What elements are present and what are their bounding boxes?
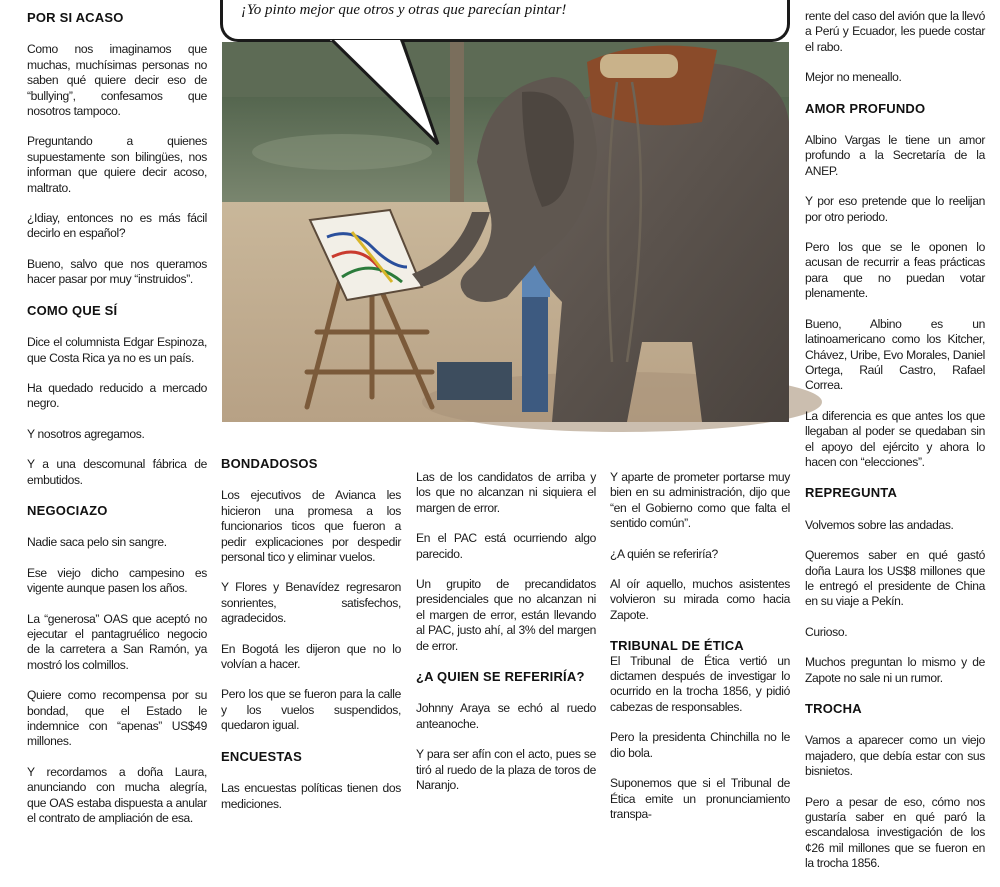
paragraph: Preguntando a quienes supuestamente son bilingües, nos informan que quiere decir acoso, maltrato. (27, 134, 207, 195)
paragraph: Nadie saca pelo sin sangre. (27, 535, 167, 550)
paragraph: Volvemos sobre las andadas. (805, 517, 954, 532)
paragraph: ¿Idiay, entonces no es más fácil decirlo en español? (27, 211, 207, 241)
speech-bubble (220, 0, 790, 42)
paragraph: Ese viejo dicho campesino es vigente aunque pasen los años. (27, 565, 207, 596)
paragraph: Bueno, Albino es un latinoamericano como los Kitcher, Chávez, Uribe, Evo Morales, Daniel Ortega, Raúl Castro, Rafael Correa. (805, 316, 985, 393)
column-2 (221, 455, 401, 827)
paragraph: Albino Vargas le tiene un amor profundo a la Secretaría de la ANEP. (805, 133, 985, 178)
paragraph: Y aparte de prometer portarse muy bien en su administración, dijo que “en el Gobierno como que falta el sentido común”. (610, 470, 790, 531)
paragraph: Un grupito de precandidatos presidenciales que no alcanzan ni el margen de error, están llevando al PAC, justo ahí, al 3% del margen de error. (416, 577, 596, 653)
heading-amor-profundo: AMOR PROFUNDO (805, 100, 926, 116)
paragraph: Y a una descomunal fábrica de embutidos. (27, 457, 207, 487)
paragraph: Queremos saber en qué gastó doña Laura los US$8 millones que le entregó el presidente de China en su viaje a Pekín. (805, 548, 985, 609)
heading-a-quien-se-referiria: ¿A QUIEN SE REFERIRÍA? (416, 669, 585, 685)
paragraph: Johnny Araya se echó al ruedo anteanoche. (416, 701, 596, 731)
paragraph: Quiere como recompensa por su bondad, que el Estado le indemnice con “apenas” US$49 millones. (27, 688, 207, 749)
paragraph: Suponemos que si el Tribunal de Ética emite un pronunciamiento transpa- (610, 776, 790, 821)
paragraph: Curioso. (805, 624, 848, 639)
heading-como-que-si: COMO QUE SÍ (27, 302, 118, 318)
heading-repregunta: REPREGUNTA (805, 485, 898, 501)
paragraph: Pero a pesar de eso, cómo nos gustaría saber en qué paró la escandalosa investigación de los ¢26 mil millones que se fueron en la trocha 1856. (805, 794, 985, 871)
paragraph: rente del caso del avión que la llevó a Perú y Ecuador, les puede costar el rabo. (805, 9, 985, 54)
paragraph: Al oír aquello, muchos asistentes volvieron su mirada como hacia Zapote. (610, 577, 790, 622)
paragraph: Y recordamos a doña Laura, anunciando con mucha alegría, que OAS estaba dispuesta a anular el contrato de ampliación de esa. (27, 764, 207, 826)
paragraph: Pero la presidenta Chinchilla no le dio bola. (610, 730, 790, 760)
bubble-quote: ¡Yo pinto mejor que otros y otras que parecían pintar! (241, 2, 567, 18)
paragraph: Las de los candidatos de arriba y los que no alcanzan ni siquiera el margen de error. (416, 470, 596, 515)
paragraph: En el PAC está ocurriendo algo parecido. (416, 531, 596, 561)
heading-tribunal-de-etica: TRIBUNAL DE ÉTICA (610, 638, 744, 654)
column-4 (610, 470, 790, 837)
paragraph: Pero los que se fueron para la calle y los vuelos suspendidos, quedaron igual. (221, 687, 401, 733)
paragraph: Ha quedado reducido a mercado negro. (27, 380, 207, 411)
paragraph: El Tribunal de Ética vertió un dictamen después de investigar lo ocurrido en la trocha 1856, y pidió cabezas de responsables. (610, 653, 790, 714)
paragraph: Y por eso pretende que lo reelijan por otro periodo. (805, 194, 985, 224)
paragraph: La diferencia es que antes los que llegaban al poder se quedaban sin el apoyo del ejército y ahora lo hacen con “elecciones”. (805, 408, 985, 469)
elephant-painting-photo (222, 42, 789, 422)
paragraph: Los ejecutivos de Avianca les hicieron una promesa a los funcionarios ticos que fueron a pedir explicaciones por despedir personal tico y eliminar vuelos. (221, 488, 401, 565)
paragraph: Las encuestas políticas tienen dos mediciones. (221, 781, 401, 811)
paragraph: Dice el columnista Edgar Espinoza, que Costa Rica ya no es un país. (27, 335, 207, 365)
paragraph: Como nos imaginamos que muchas, muchísimas personas no saben qué quiere decir eso de “bullying”, confesamos que nosotros tampoco. (27, 42, 207, 119)
paragraph: Mejor no meneallo. (805, 70, 902, 85)
paragraph: ¿A quién se referiría? (610, 546, 718, 561)
paragraph: Pero los que se le oponen lo acusan de recurrir a feas prácticas para que no puedan votar plenamente. (805, 240, 985, 301)
paragraph: Vamos a aparecer como un viejo majadero, que debía estar con sus bisnietos. (805, 733, 985, 779)
paragraph: Y para ser afín con el acto, pues se tiró al ruedo de la plaza de toros de Naranjo. (416, 747, 596, 793)
paragraph: Bueno, salvo que nos queramos hacer pasar por muy “instruidos”. (27, 256, 207, 287)
paragraph: Y Flores y Benavídez regresaron sonrientes, satisfechos, agradecidos. (221, 580, 401, 626)
paragraph: Muchos preguntan lo mismo y de Zapote no sale ni un rumor. (805, 655, 985, 685)
heading-negociazo: NEGOCIAZO (27, 502, 108, 518)
heading-encuestas: ENCUESTAS (221, 748, 303, 764)
speech-bubble-tail (320, 38, 450, 148)
column-3 (416, 470, 596, 809)
heading-por-si-acaso: POR SI ACASO (27, 10, 124, 25)
column-5 (805, 9, 985, 887)
column-1 (27, 9, 207, 841)
paragraph: Y nosotros agregamos. (27, 426, 145, 441)
heading-trocha: TROCHA (805, 701, 862, 716)
paragraph: En Bogotá les dijeron que no lo volvían a hacer. (221, 641, 401, 672)
paragraph: La “generosa” OAS que aceptó no ejecutar el pantagruélico negocio de la carretera a San Ramón, ya mostró los colmillos. (27, 611, 207, 672)
heading-bondadosos: BONDADOSOS (221, 456, 318, 471)
